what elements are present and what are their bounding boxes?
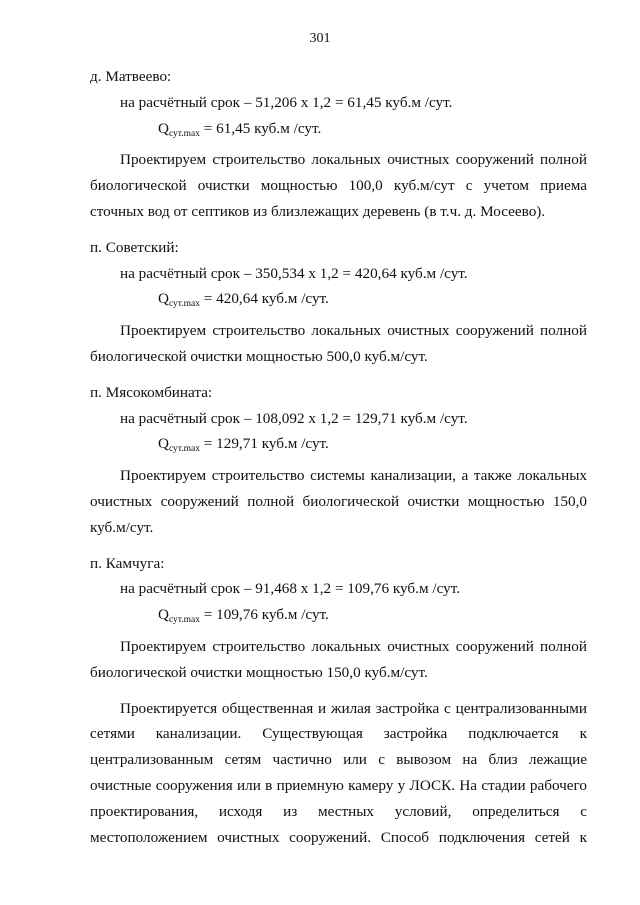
q-subscript: сут.max <box>168 299 200 310</box>
section-heading: д. Матвеево: <box>90 68 172 85</box>
section-heading: п. Советский: <box>90 238 179 256</box>
page-number: 301 <box>309 31 331 46</box>
q-value: = 61,45 куб.м /сут. <box>199 119 322 137</box>
q-subscript: сут.max <box>168 615 200 626</box>
q-symbol: Q <box>158 119 169 137</box>
section-kamchuga <box>90 551 587 686</box>
q-max-line <box>90 602 587 634</box>
q-value: = 420,64 куб.м /сут. <box>199 290 329 308</box>
q-value: = 109,76 куб.м /сут. <box>199 606 329 624</box>
section-heading: п. Камчуга: <box>90 554 165 572</box>
calculation-line: на расчётный срок – 108,092 х 1,2 = 129,71 куб.м /сут. <box>120 409 468 427</box>
calculation-line: на расчётный срок – 91,468 х 1,2 = 109,76 куб.м /сут. <box>120 580 460 598</box>
section-sovetsky <box>90 235 587 370</box>
calculation-line: на расчётный срок – 51,206 х 1,2 = 61,45 куб.м /сут. <box>120 93 453 111</box>
q-subscript: сут.max <box>168 128 200 139</box>
calculation-line: на расчётный срок – 350,534 х 1,2 = 420,64 куб.м /сут. <box>120 264 468 282</box>
section-text: Проектируем строительство локальных очистных сооружений полной биологической очистки мощностью 500,0 куб.м/сут. <box>90 322 587 365</box>
final-paragraph: Проектируется общественная и жилая застройка с централизованными сетями канализации. Существующая застройка подключается к централизованным сетям частично или с вывозом на близ лежащие очистные сооружения или в приемную камеру у ЛОСК. На стадии рабочего проектирования, исходя из местных условий, определиться с местоположением очистных сооружений. Способ подключения сетей к <box>90 699 587 846</box>
page-content <box>90 64 587 850</box>
q-max-line <box>90 286 587 318</box>
section-matveevo <box>90 64 587 225</box>
q-value: = 129,71 куб.м /сут. <box>199 435 329 453</box>
section-text: Проектируем строительство локальных очистных сооружений полной биологической очистки мощностью 150,0 куб.м/сут. <box>90 637 587 681</box>
section-text: Проектируем строительство локальных очистных сооружений полной биологической очистки мощностью 100,0 куб.м/сут с учетом приема сточных вод от септиков из близлежащих деревень (в т.ч. д. Мосеево). <box>90 151 587 220</box>
q-symbol: Q <box>158 435 169 453</box>
q-symbol: Q <box>158 606 169 624</box>
q-symbol: Q <box>158 290 169 308</box>
section-heading: п. Мясокомбината: <box>90 383 213 401</box>
q-subscript: сут.max <box>168 444 200 455</box>
q-max-line <box>90 431 587 463</box>
q-max-line <box>90 116 587 148</box>
section-text: Проектируем строительство системы канализации, а также локальных очистных сооружений полной биологической очистки мощностью 150,0 куб.м/сут. <box>90 467 587 536</box>
section-myasokombinata <box>90 380 587 541</box>
